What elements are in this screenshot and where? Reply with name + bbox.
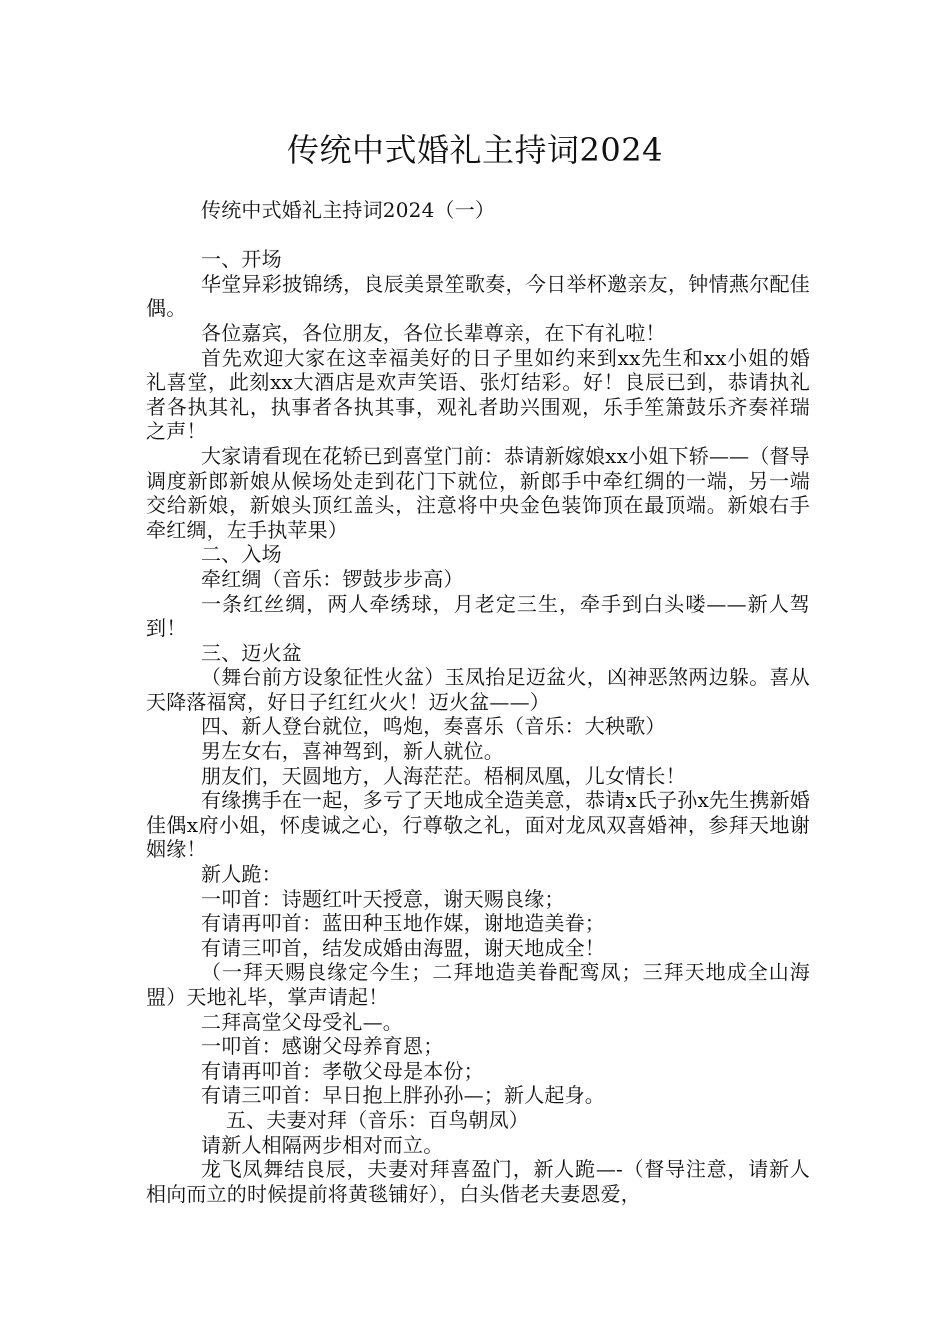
- paragraph: 传统中式婚礼主持词2024（一）: [201, 198, 496, 222]
- paragraph: 二、入场: [201, 542, 282, 567]
- paragraph: 四、新人登台就位，鸣炮，奏喜乐（音乐：大秧歌）: [201, 714, 666, 739]
- paragraph: 有请三叩首：早日抱上胖孙孙—；新人起身。: [201, 1083, 605, 1108]
- paragraph: 一叩首：诗题红叶天授意，谢天赐良缘；: [201, 886, 565, 911]
- paragraph: 男左女右，喜神驾到，新人就位。: [201, 739, 504, 764]
- document-body: [146, 198, 810, 1206]
- paragraph: 朋友们，天圆地方，人海茫茫。梧桐凤凰，儿女情长！: [201, 763, 686, 788]
- paragraph: 各位嘉宾，各位朋友，各位长辈尊亲，在下有礼啦！: [201, 320, 666, 345]
- paragraph: 有请三叩首，结发成婚由海盟，谢天地成全！: [201, 935, 605, 960]
- paragraph: 牵红绸（音乐：锣鼓步步高）: [201, 566, 464, 591]
- paragraph: （舞台前方设象征性火盆）玉凤抬足迈盆火，凶神恶煞两边躲。喜从天降落福窝，好日子红红火火！迈火盆——）: [146, 665, 810, 714]
- document-title: 传统中式婚礼主持词2024: [287, 131, 663, 169]
- paragraph: 大家请看现在花轿已到喜堂门前：恭请新嫁娘xx小姐下轿——（督导调度新郎新娘从候场处走到花门下就位，新郎手中牵红绸的一端，另一端交给新娘，新娘头顶红盖头，注意将中央金色装饰顶在最顶端。新娘右手牵红绸，左手执苹果）: [146, 443, 810, 542]
- paragraph: 首先欢迎大家在这幸福美好的日子里如约来到xx先生和xx小姐的婚礼喜堂，此刻xx大酒店是欢声笑语、张灯结彩。好！良辰已到，恭请执礼者各执其礼，执事者各执其事，观礼者助兴围观，乐手笙箫鼓乐齐奏祥瑞之声！: [146, 345, 810, 444]
- paragraph: 请新人相隔两步相对而立。: [201, 1132, 444, 1157]
- paragraph: 龙飞凤舞结良辰，夫妻对拜喜盈门，新人跪—-（督导注意，请新人相向而立的时候提前将黄毯铺好），白头偕老夫妻恩爱，: [146, 1157, 810, 1206]
- paragraph: 有请再叩首：孝敬父母是本份；: [201, 1058, 484, 1083]
- paragraph: （一拜天赐良缘定今生；二拜地造美眷配鸾凤；三拜天地成全山海盟）天地礼毕，掌声请起！: [146, 960, 810, 1009]
- paragraph: 有缘携手在一起，多亏了天地成全造美意，恭请x氏子孙x先生携新婚佳偶x府小姐，怀虔诚之心，行尊敬之礼，面对龙凤双喜婚神，参拜天地谢姻缘！: [146, 788, 810, 862]
- paragraph: 五、夫妻对拜（音乐：百鸟朝凤）: [226, 1107, 529, 1132]
- paragraph: 一、开场: [201, 247, 282, 272]
- paragraph: 有请再叩首：蓝田种玉地作媒，谢地造美眷；: [201, 911, 605, 936]
- paragraph: 三、迈火盆: [201, 640, 302, 665]
- paragraph: 一条红丝绸，两人牵绣球，月老定三生，牵手到白头喽——新人驾到！: [146, 591, 810, 641]
- paragraph: 新人跪：: [201, 862, 282, 887]
- paragraph: 二拜高堂父母受礼—。: [201, 1009, 403, 1034]
- paragraph: 华堂异彩披锦绣，良辰美景笙歌奏，今日举杯邀亲友，钟情燕尔配佳偶。: [146, 271, 810, 321]
- blank-line: [146, 223, 810, 248]
- paragraph: 一叩首：感谢父母养育恩；: [201, 1034, 444, 1059]
